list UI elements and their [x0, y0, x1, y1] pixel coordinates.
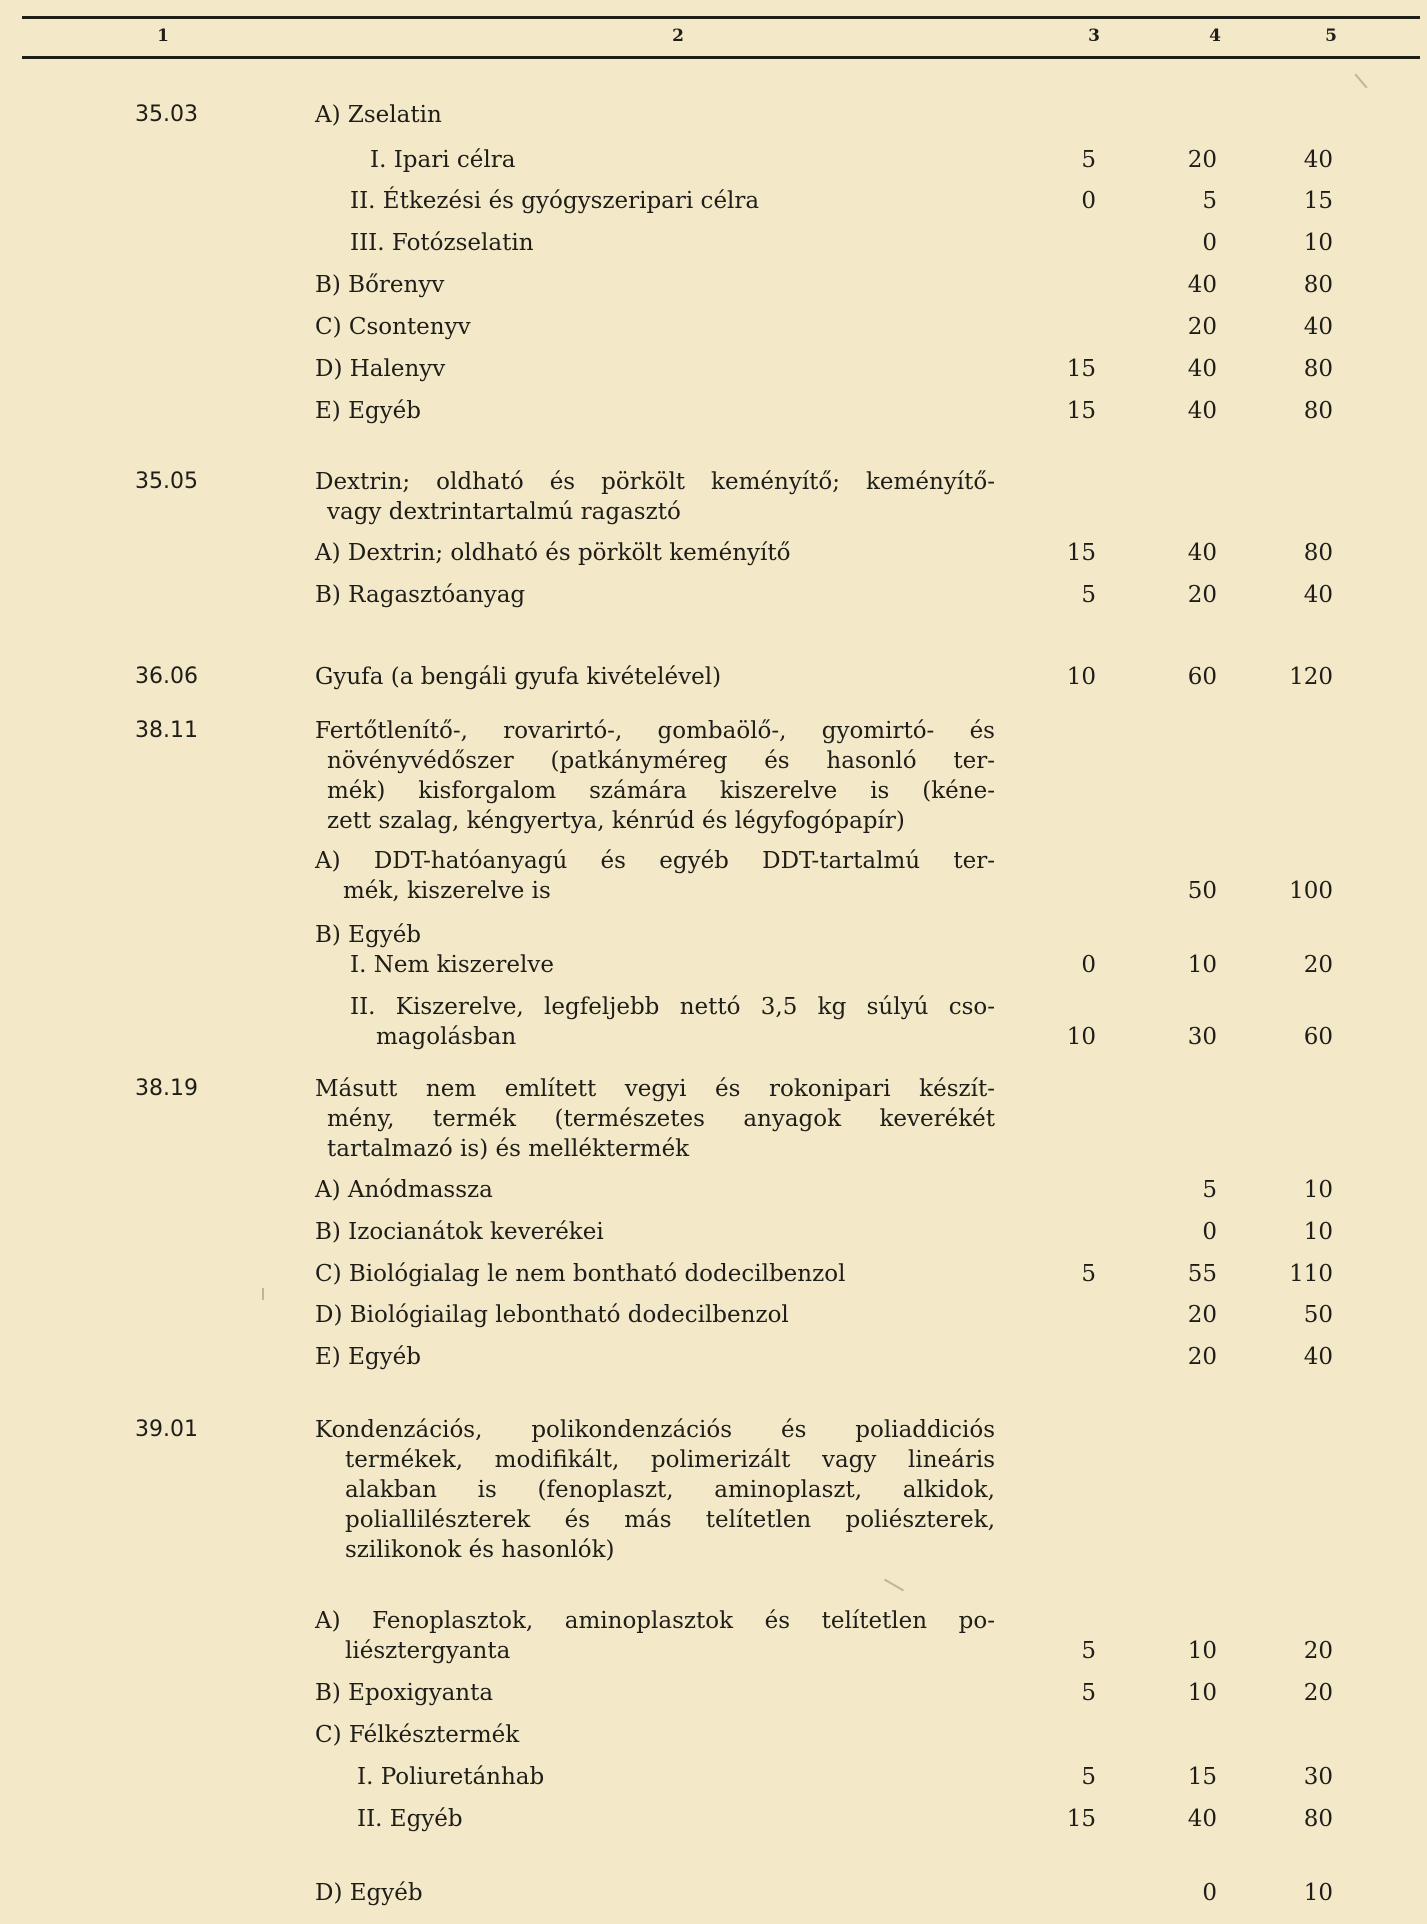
- description-line: A) Zselatin: [315, 102, 442, 128]
- item-description: [315, 1878, 995, 1908]
- description-line: B) Egyéb: [315, 922, 422, 948]
- rate-col-5: 80: [1303, 540, 1333, 566]
- item-description: [315, 846, 995, 906]
- rate-col-4: 60: [1187, 664, 1217, 690]
- item-description: [315, 467, 995, 527]
- description-line: II. Kiszerelve, legfeljebb nettó 3,5 kg súlyú cso-: [350, 994, 995, 1020]
- item-description: [315, 580, 995, 610]
- rate-col-4: 20: [1187, 1302, 1217, 1328]
- rate-col-5: 110: [1289, 1261, 1333, 1287]
- item-description: [315, 1720, 995, 1750]
- item-description: [315, 270, 995, 300]
- description-line: alakban is (fenoplaszt, aminoplaszt, alkidok,: [345, 1477, 995, 1503]
- item-description: [370, 145, 995, 175]
- rate-col-3: 5: [1081, 1680, 1096, 1706]
- description-line: növényvédőszer (patkányméreg és hasonló ter-: [327, 748, 995, 774]
- description-line: C) Csontenyv: [315, 314, 471, 340]
- item-description: [315, 354, 995, 384]
- rate-col-4: 30: [1187, 1024, 1217, 1050]
- rate-col-5: 60: [1303, 1024, 1333, 1050]
- print-speck: [1354, 73, 1367, 88]
- rate-col-3: 10: [1066, 1024, 1096, 1050]
- rate-col-5: 80: [1303, 1806, 1333, 1832]
- rate-col-3: 10: [1066, 664, 1096, 690]
- column-header-2: 2: [672, 26, 684, 46]
- description-line: Gyufa (a bengáli gyufa kivételével): [315, 664, 722, 690]
- column-header-3: 3: [1088, 26, 1100, 46]
- description-line: II. Étkezési és gyógyszeripari célra: [350, 188, 760, 214]
- tariff-code: 38.19: [135, 1076, 198, 1101]
- rate-col-5: 50: [1303, 1302, 1333, 1328]
- rate-col-4: 0: [1202, 1219, 1217, 1245]
- tariff-code: 38.11: [135, 718, 198, 743]
- description-line: liésztergyanta: [345, 1638, 511, 1664]
- description-line: I. Poliuretánhab: [357, 1764, 545, 1790]
- rate-col-5: 120: [1289, 664, 1333, 690]
- description-line: Dextrin; oldható és pörkölt keményítő; keményítő-: [315, 469, 995, 495]
- rate-col-5: 40: [1303, 582, 1333, 608]
- rate-col-5: 100: [1289, 878, 1333, 904]
- rate-col-4: 20: [1187, 147, 1217, 173]
- rate-col-3: 15: [1066, 1806, 1096, 1832]
- column-header-4: 4: [1209, 26, 1221, 46]
- item-description: [350, 228, 995, 258]
- rate-col-5: 10: [1303, 1177, 1333, 1203]
- rate-col-3: 0: [1081, 188, 1096, 214]
- rate-col-5: 15: [1303, 188, 1333, 214]
- rate-col-4: 0: [1202, 230, 1217, 256]
- print-speck: [262, 1288, 264, 1300]
- item-description: [315, 312, 995, 342]
- print-speck: [884, 1579, 904, 1592]
- rate-col-5: 40: [1303, 1344, 1333, 1370]
- item-description: [315, 1259, 995, 1289]
- rate-col-3: 5: [1081, 1261, 1096, 1287]
- rate-col-3: 5: [1081, 1764, 1096, 1790]
- description-line: B) Bőrenyv: [315, 272, 445, 298]
- rate-col-5: 10: [1303, 1880, 1333, 1906]
- description-line: poliallilészterek és más telítetlen poliészterek,: [345, 1507, 995, 1533]
- rate-col-4: 20: [1187, 1344, 1217, 1370]
- rate-col-3: 5: [1081, 582, 1096, 608]
- rate-col-3: 0: [1081, 952, 1096, 978]
- rate-col-5: 20: [1303, 952, 1333, 978]
- item-description: [315, 1074, 995, 1164]
- rate-col-5: 10: [1303, 230, 1333, 256]
- description-line: mék) kisforgalom számára kiszerelve is (kéne-: [327, 778, 995, 804]
- item-description: [357, 1804, 995, 1834]
- tariff-code: 36.06: [135, 664, 198, 689]
- rate-col-4: 0: [1202, 1880, 1217, 1906]
- rate-col-4: 20: [1187, 582, 1217, 608]
- description-line: mék, kiszerelve is: [343, 878, 551, 904]
- description-line: tartalmazó is) és melléktermék: [327, 1136, 690, 1162]
- rate-col-4: 40: [1187, 1806, 1217, 1832]
- description-line: A) Anódmassza: [315, 1177, 493, 1203]
- rate-col-3: 5: [1081, 1638, 1096, 1664]
- rate-col-3: 5: [1081, 147, 1096, 173]
- header-rule: [22, 56, 1420, 59]
- description-line: A) DDT-hatóanyagú és egyéb DDT-tartalmú ter-: [315, 848, 995, 874]
- item-description: [315, 1300, 995, 1330]
- description-line: szilikonok és hasonlók): [345, 1537, 615, 1563]
- description-line: mény, termék (természetes anyagok keverékét: [327, 1106, 995, 1132]
- rate-col-4: 10: [1187, 1638, 1217, 1664]
- column-header-1: 1: [157, 26, 169, 46]
- item-description: [357, 1762, 995, 1792]
- item-description: [315, 100, 995, 130]
- rate-col-5: 80: [1303, 356, 1333, 382]
- item-description: [315, 538, 995, 568]
- rate-col-4: 50: [1187, 878, 1217, 904]
- description-line: Kondenzációs, polikondenzációs és poliaddiciós: [315, 1417, 995, 1443]
- rate-col-3: 15: [1066, 356, 1096, 382]
- description-line: zett szalag, kéngyertya, kénrúd és légyfogópapír): [327, 808, 905, 834]
- item-description: [350, 992, 995, 1052]
- description-line: Fertőtlenítő-, rovarirtó-, gombaölő-, gyomirtó- és: [315, 718, 995, 744]
- description-line: B) Epoxigyanta: [315, 1680, 494, 1706]
- description-line: E) Egyéb: [315, 398, 421, 424]
- item-description: [315, 1678, 995, 1708]
- rate-col-4: 15: [1187, 1764, 1217, 1790]
- description-line: D) Biológiailag lebontható dodecilbenzol: [315, 1302, 789, 1328]
- item-description: [315, 396, 995, 426]
- item-description: [315, 920, 995, 950]
- rate-col-4: 10: [1187, 1680, 1217, 1706]
- item-description: [315, 1175, 995, 1205]
- item-description: [315, 1217, 995, 1247]
- description-line: B) Ragasztóanyag: [315, 582, 526, 608]
- description-line: A) Dextrin; oldható és pörkölt keményítő: [315, 540, 791, 566]
- tariff-code: 35.05: [135, 469, 198, 494]
- description-line: termékek, modifikált, polimerizált vagy lineáris: [345, 1447, 995, 1473]
- rate-col-5: 40: [1303, 314, 1333, 340]
- item-description: [350, 950, 995, 980]
- rate-col-5: 80: [1303, 272, 1333, 298]
- item-description: [315, 716, 995, 836]
- description-line: I. Ipari célra: [370, 147, 516, 173]
- description-line: B) Izocianátok keverékei: [315, 1219, 604, 1245]
- rate-col-4: 55: [1187, 1261, 1217, 1287]
- rate-col-4: 40: [1187, 398, 1217, 424]
- description-line: II. Egyéb: [357, 1806, 463, 1832]
- rate-col-5: 30: [1303, 1764, 1333, 1790]
- description-line: vagy dextrintartalmú ragasztó: [327, 499, 681, 525]
- tariff-code: 39.01: [135, 1417, 198, 1442]
- item-description: [315, 662, 995, 692]
- item-description: [315, 1606, 995, 1666]
- description-line: magolásban: [376, 1024, 517, 1050]
- item-description: [315, 1415, 995, 1565]
- item-description: [350, 186, 995, 216]
- rate-col-4: 40: [1187, 356, 1217, 382]
- rate-col-5: 20: [1303, 1638, 1333, 1664]
- description-line: E) Egyéb: [315, 1344, 421, 1370]
- rate-col-4: 10: [1187, 952, 1217, 978]
- column-header-5: 5: [1325, 26, 1337, 46]
- description-line: A) Fenoplasztok, aminoplasztok és telítetlen po-: [315, 1608, 995, 1634]
- rate-col-5: 80: [1303, 398, 1333, 424]
- rate-col-4: 40: [1187, 272, 1217, 298]
- top-rule: [22, 16, 1420, 19]
- item-description: [315, 1342, 995, 1372]
- description-line: III. Fotózselatin: [350, 230, 534, 256]
- tariff-code: 35.03: [135, 102, 198, 127]
- description-line: C) Félkésztermék: [315, 1722, 520, 1748]
- rate-col-4: 20: [1187, 314, 1217, 340]
- description-line: D) Egyéb: [315, 1880, 423, 1906]
- description-line: D) Halenyv: [315, 356, 446, 382]
- rate-col-5: 40: [1303, 147, 1333, 173]
- rate-col-3: 15: [1066, 398, 1096, 424]
- description-line: C) Biológialag le nem bontható dodecilbenzol: [315, 1261, 846, 1287]
- rate-col-5: 20: [1303, 1680, 1333, 1706]
- rate-col-4: 5: [1202, 1177, 1217, 1203]
- rate-col-4: 40: [1187, 540, 1217, 566]
- rate-col-4: 5: [1202, 188, 1217, 214]
- description-line: I. Nem kiszerelve: [350, 952, 554, 978]
- rate-col-3: 15: [1066, 540, 1096, 566]
- description-line: Másutt nem említett vegyi és rokonipari készít-: [315, 1076, 995, 1102]
- rate-col-5: 10: [1303, 1219, 1333, 1245]
